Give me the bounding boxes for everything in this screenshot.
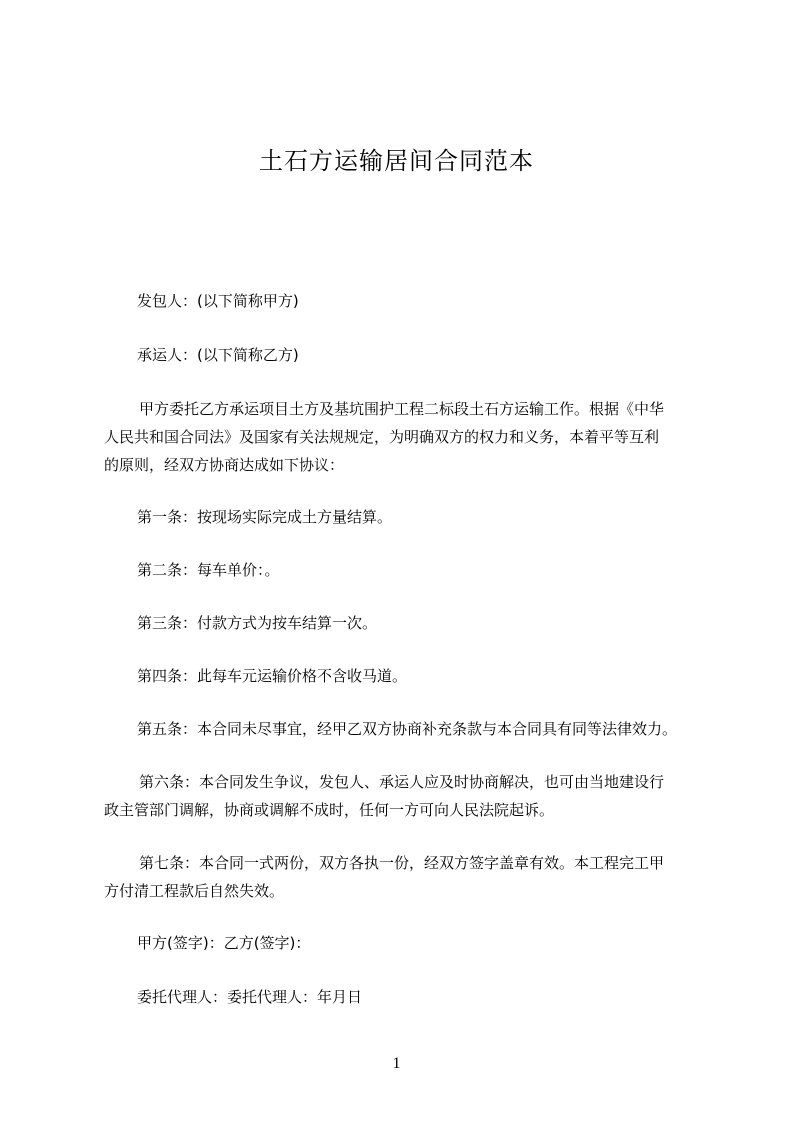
article-7-line-1: 第七条：本合同一式两份，双方各执一份，经双方签字盖章有效。本工程完工甲: [139, 854, 665, 872]
intro-line-1: 甲方委托乙方承运项目土方及基坑围护工程二标段土石方运输工作。根据《中华: [139, 400, 665, 418]
agent-line: 委托代理人：委托代理人：年月日: [137, 988, 363, 1006]
article-7-line-2: 方付清工程款后自然失效。: [104, 882, 285, 900]
document-title: 土石方运输居间合同范本: [259, 147, 534, 175]
party-b-line: 承运人：(以下简称乙方): [137, 346, 299, 364]
article-6-line-1: 第六条：本合同发生争议，发包人、承运人应及时协商解决，也可由当地建设行: [139, 773, 665, 791]
article-3: 第三条：付款方式为按车结算一次。: [137, 614, 378, 632]
page-number: 1: [392, 1055, 401, 1072]
article-1: 第一条：按现场实际完成土方量结算。: [137, 508, 393, 526]
intro-line-2: 人民共和国合同法》及国家有关法规规定，为明确双方的权力和义务，本着平等互利: [104, 428, 660, 446]
party-a-line: 发包人：(以下简称甲方): [137, 292, 299, 310]
article-4: 第四条：此每车元运输价格不含收马道。: [137, 667, 408, 685]
signature-line: 甲方(签字)：乙方(签字)：: [137, 934, 311, 952]
article-5: 第五条：本合同未尽事宜，经甲乙双方协商补充条款与本合同具有同等法律效力。: [137, 720, 678, 738]
intro-line-3: 的原则，经双方协商达成如下协议：: [104, 456, 345, 474]
article-6-line-2: 政主管部门调解，协商或调解不成时，任何一方可向人民法院起诉。: [104, 801, 555, 819]
article-2: 第二条：每车单价：。: [137, 561, 280, 579]
